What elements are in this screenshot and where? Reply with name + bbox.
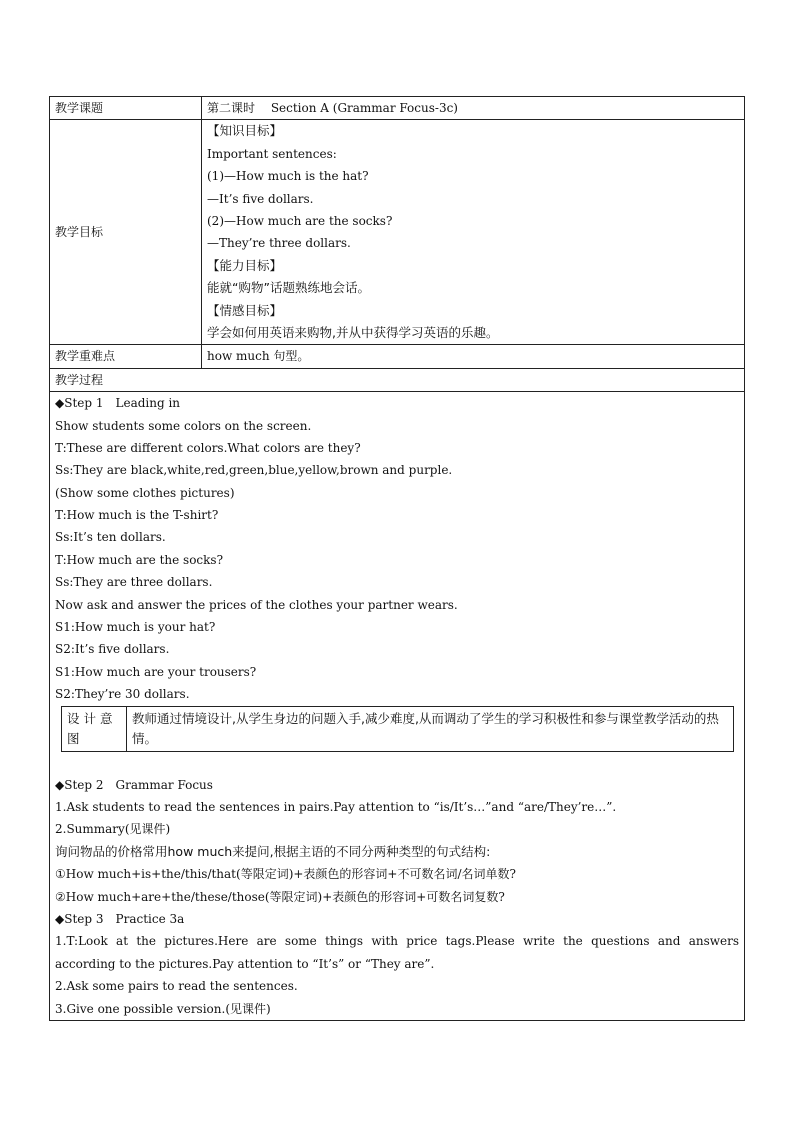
step2-title: ◆Step 2 Grammar Focus [55,777,213,792]
step1-line: T:How much are the socks? [55,552,224,567]
process-header-row [50,368,745,391]
step1-line: Ss:They are black,white,red,green,blue,yellow,brown and purple. [55,463,453,478]
spacer [55,752,739,774]
topic-row [50,97,745,120]
topic-value [202,97,745,120]
goals-label: 教学目标 [50,120,202,345]
goal-line: 能就“购物”话题熟练地会话。 [207,280,370,296]
design-intent-label: 设计意图 [62,706,127,751]
goal-line: Important sentences: [207,146,337,161]
step1-line: Ss:It’s ten dollars. [55,530,166,545]
lesson-plan-table [49,96,745,1021]
process-body-row [50,392,745,1021]
step1-line: S2:They’re 30 dollars. [55,687,190,702]
step1-line: Now ask and answer the prices of the clothes your partner wears. [55,597,458,612]
step3-line: 3.Give one possible version.(见课件) [55,1001,271,1016]
key-points-value [202,345,745,368]
goal-line: (1)—How much is the hat? [207,169,369,184]
step1-line: Show students some colors on the screen. [55,418,312,433]
step1-line: (Show some clothes pictures) [55,485,235,500]
step3-title: ◆Step 3 Practice 3a [55,911,185,926]
goals-row [50,120,745,345]
step1-line: T:These are different colors.What colors are they? [55,440,361,455]
goals-value [202,120,745,345]
step1-line: S2:It’s five dollars. [55,642,170,657]
step2-line: 2.Summary(见课件) [55,822,171,837]
key-points-label: 教学重难点 [50,345,202,368]
topic-label: 教学课题 [50,97,202,120]
design-intent-box [61,706,734,752]
step2-line: 询问物品的价格常用how much来提问,根据主语的不同分两种类型的句式结构: [55,843,491,859]
step1-line: Ss:They are three dollars. [55,575,213,590]
design-intent-text: 教师通过情境设计,从学生身边的问题入手,减少难度,从而调动了学生的学习积极性和参与课堂教学活动的热情。 [127,706,734,751]
step1-line: S1:How much is your hat? [55,620,216,635]
step2-line: ①How much+is+the/this/that(等限定词)+表颜色的形容词+不可数名词/名词单数? [55,867,516,882]
step2-line: 1.Ask students to read the sentences in pairs.Pay attention to “is/It’s…”and “are/They’re…”. [55,799,617,814]
step2-line: ②How much+are+the/these/those(等限定词)+表颜色的形容词+可数名词复数? [55,889,505,904]
goal-line: 学会如何用英语来购物,并从中获得学习英语的乐趣。 [207,324,499,340]
process-body [50,392,745,1021]
knowledge-goal-heading: 【知识目标】 [207,123,283,139]
goal-line: —They’re three dollars. [207,236,351,251]
step1-line: T:How much is the T-shirt? [55,508,219,523]
goal-line: (2)—How much are the socks? [207,213,393,228]
topic-text: 第二课时 Section A (Grammar Focus-3c) [207,101,458,115]
step3-paragraph: 1.T:Look at the pictures.Here are some things with price tags.Please write the questions and answers according to the pictures.Pay attention to “It’s” or “They are”. [55,934,739,971]
step3-line: 2.Ask some pairs to read the sentences. [55,979,298,994]
key-points-text: how much 句型。 [207,349,310,364]
ability-goal-heading: 【能力目标】 [207,257,283,273]
key-points-row [50,345,745,368]
emotion-goal-heading: 【情感目标】 [207,302,283,318]
step1-title: ◆Step 1 Leading in [55,396,181,411]
goal-line: —It’s five dollars. [207,191,314,206]
lesson-plan [49,96,745,1021]
process-label: 教学过程 [50,368,745,391]
step1-line: S1:How much are your trousers? [55,664,257,679]
